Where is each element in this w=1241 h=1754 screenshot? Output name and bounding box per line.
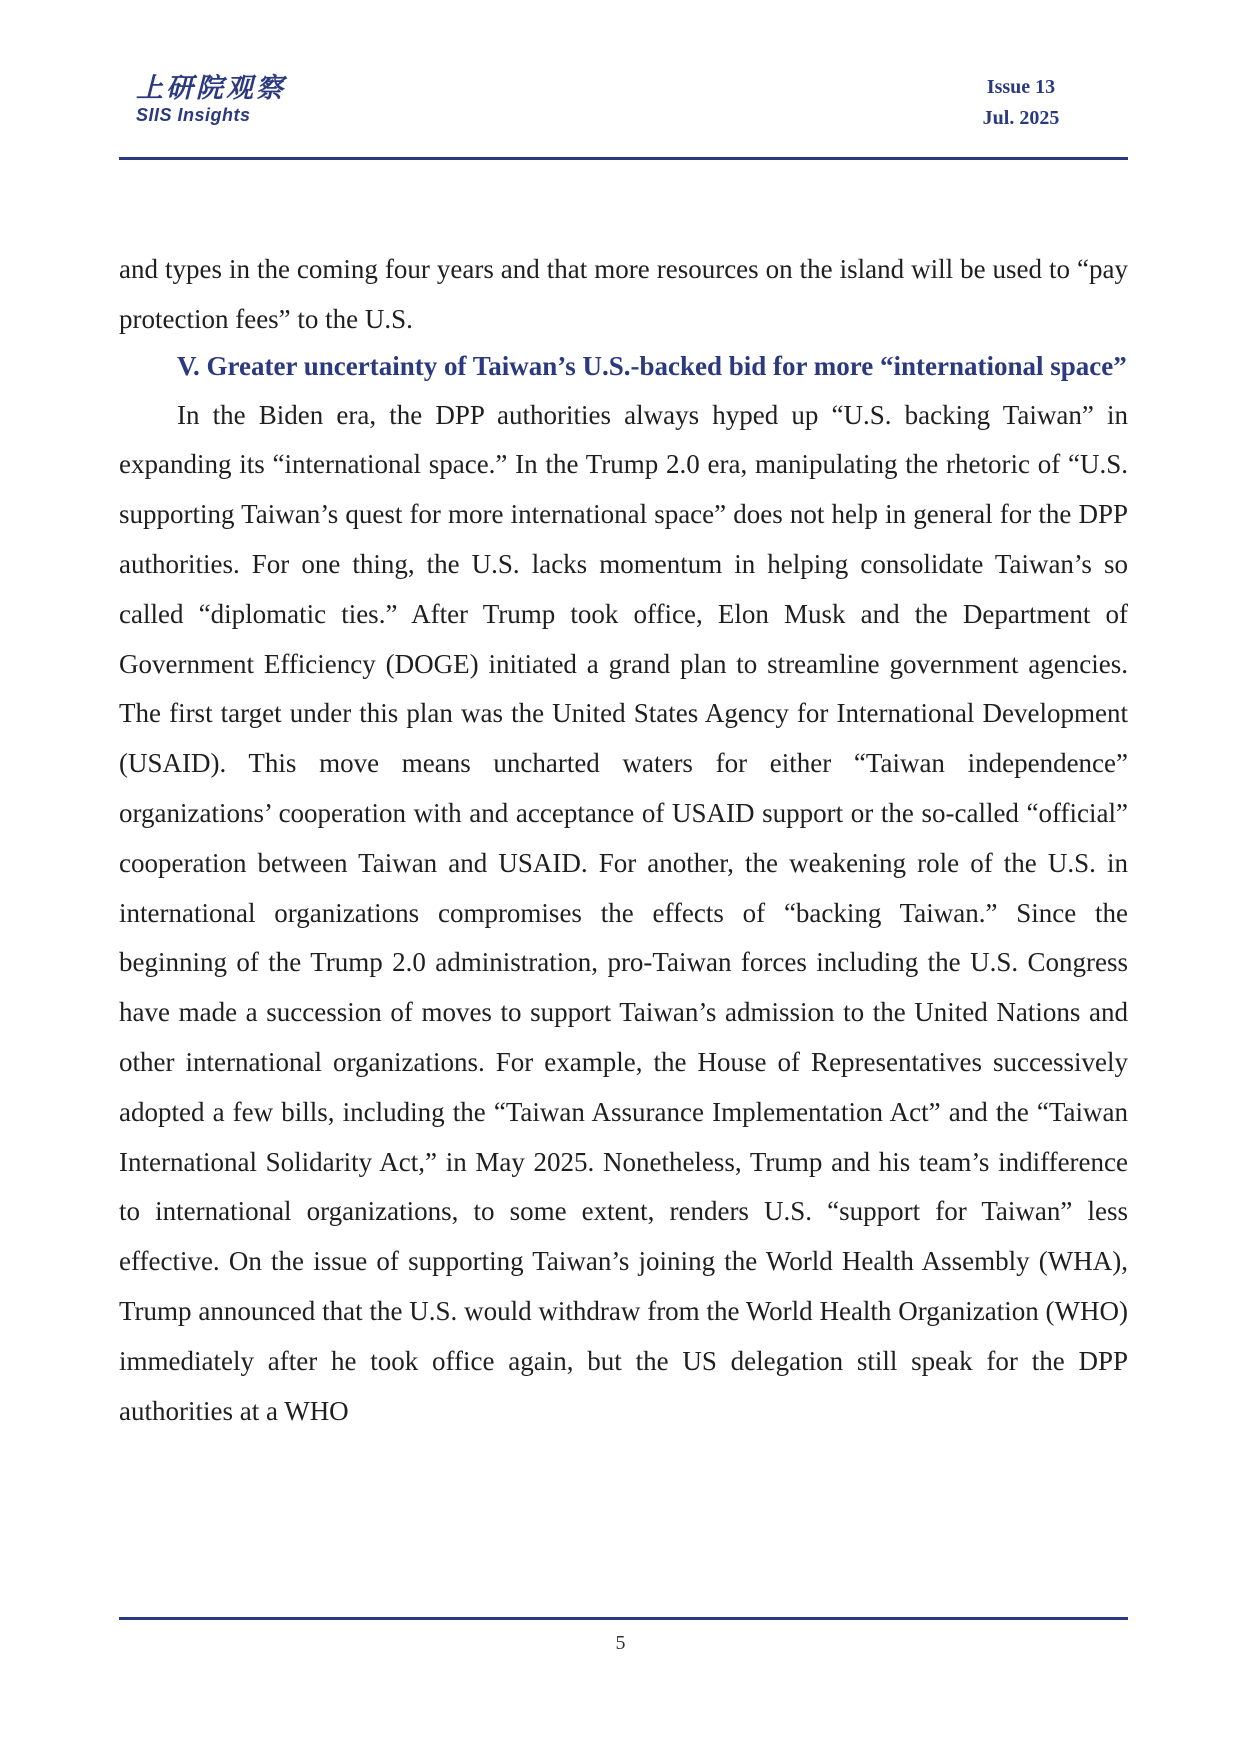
- section-heading: V. Greater uncertainty of Taiwan’s U.S.-backed bid for more “international space”: [177, 350, 1127, 381]
- issue-info: [921, 72, 1081, 134]
- logo-chinese: 上研院观察: [136, 73, 286, 104]
- logo-english: SIIS Insights: [136, 105, 251, 125]
- issue-number: Issue 13: [986, 76, 1056, 98]
- paragraph-continued: and types in the coming four years and that more resources on the island will be used to “pay protection fees” to the U.S.: [119, 254, 1128, 334]
- page-number: 5: [615, 1632, 626, 1654]
- footer-divider: [119, 1617, 1128, 1620]
- header-divider: [119, 157, 1128, 160]
- issue-date: Jul. 2025: [982, 107, 1060, 129]
- paragraph-main: In the Biden era, the DPP authorities always hyped up “U.S. backing Taiwan” in expanding its “international space.” In the Trump 2.0 era, manipulating the rhetoric of “U.S. supporting Taiwan’s quest for more international space” does not help in general for the DPP authorities. For one thing, the U.S. lacks momentum in helping consolidate Taiwan’s so called “diplomatic ties.” After Trump took office, Elon Musk and the Department of Government Efficiency (DOGE) initiated a grand plan to streamline government agencies. The first target under this plan was the United States Agency for International Development (USAID). This move means uncharted waters for either “Taiwan independence” organizations’ cooperation with and acceptance of USAID support or the so-called “official” cooperation between Taiwan and USAID. For another, the weakening role of the U.S. in international organizations compromises the effects of “backing Taiwan.” Since the beginning of the Trump 2.0 administration, pro-Taiwan forces including the U.S. Congress have made a succession of moves to support Taiwan’s admission to the United Nations and other international organizations. For example, the House of Representatives successively adopted a few bills, including the “Taiwan Assurance Implementation Act” and the “Taiwan International Solidarity Act,” in May 2025. Nonetheless, Trump and his team’s indifference to international organizations, to some extent, renders U.S. “support for Taiwan” less effective. On the issue of supporting Taiwan’s joining the World Health Assembly (WHA), Trump announced that the U.S. would withdraw from the World Health Organization (WHO) immediately after he took office again, but the US delegation still speak for the DPP authorities at a WHO: [119, 399, 1128, 1426]
- article-body: [119, 245, 1128, 1436]
